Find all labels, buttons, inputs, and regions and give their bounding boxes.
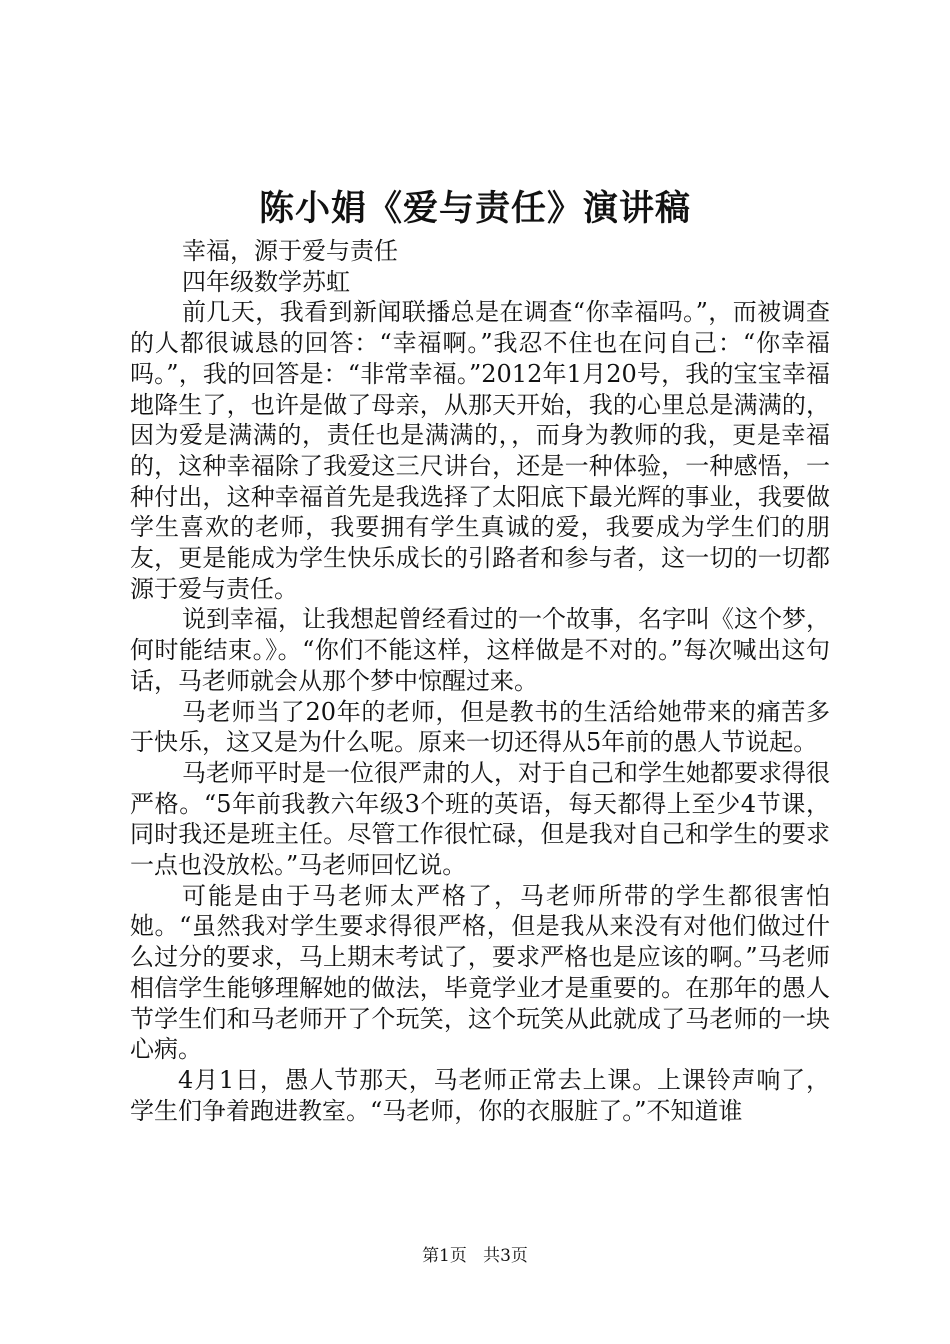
body-paragraph: 可能是由于马老师太严格了，马老师所带的学生都很害怕她。“虽然我对学生要求得很严格，但是我从来没有对他们做过什么过分的要求，马上期末考试了，要求严格也是应该的啊。”马老师相信学生能够理解她的做法，毕竟学业才是重要的。在那年的愚人节学生们和马老师开了个玩笑，这个玩笑从此就成了马老师的一块心病。 — [130, 881, 830, 1064]
page-total: 共3页 — [483, 1246, 528, 1266]
document-title: 陈小娟《爱与责任》演讲稿 — [258, 188, 691, 229]
document-body — [130, 236, 830, 1126]
body-paragraph: 马老师当了20年的老师，但是教书的生活给她带来的痛苦多于快乐，这又是为什么呢。原来一切还得从5年前的愚人节说起。 — [130, 697, 830, 757]
body-paragraph: 马老师平时是一位很严肃的人，对于自己和学生她都要求得很严格。“5年前我教六年级3个班的英语，每天都得上至少4节课，同时我还是班主任。尽管工作很忙碌，但是我对自己和学生的要求一点也没放松。”马老师回忆说。 — [130, 758, 830, 880]
body-paragraph: 说到幸福，让我想起曾经看过的一个故事，名字叫《这个梦，何时能结束。》。“你们不能这样，这样做是不对的。”每次喊出这句话，马老师就会从那个梦中惊醒过来。 — [130, 605, 830, 695]
subtitle-paragraph: 幸福，源于爱与责任 — [182, 237, 398, 265]
author-paragraph: 四年级数学苏虹 — [182, 267, 350, 296]
body-paragraph: 4月1日，愚人节那天，马老师正常去上课。上课铃声响了，学生们争着跑进教室。“马老师，你的衣服脏了。”不知道谁 — [130, 1065, 830, 1125]
page-footer — [0, 1245, 950, 1267]
page-number: 第1页 — [422, 1246, 467, 1266]
body-paragraph: 前几天，我看到新闻联播总是在调查“你幸福吗。”，而被调查的人都很诚恳的回答：“幸福啊。”我忍不住也在问自己：“你幸福吗。”，我的回答是：“非常幸福。”2012年1月20号，我的宝宝幸福地降生了，也许是做了母亲，从那天开始，我的心里总是满满的，因为爱是满满的，责任也是满满的，，而身为教师的我，更是幸福的，这种幸福除了我爱这三尺讲台，还是一种体验，一种感悟，一种付出，这种幸福首先是我选择了太阳底下最光辉的事业，我要做学生喜欢的老师，我要拥有学生真诚的爱，我要成为学生们的朋友，更是能成为学生快乐成长的引路者和参与者，这一切的一切都源于爱与责任。 — [130, 298, 830, 603]
